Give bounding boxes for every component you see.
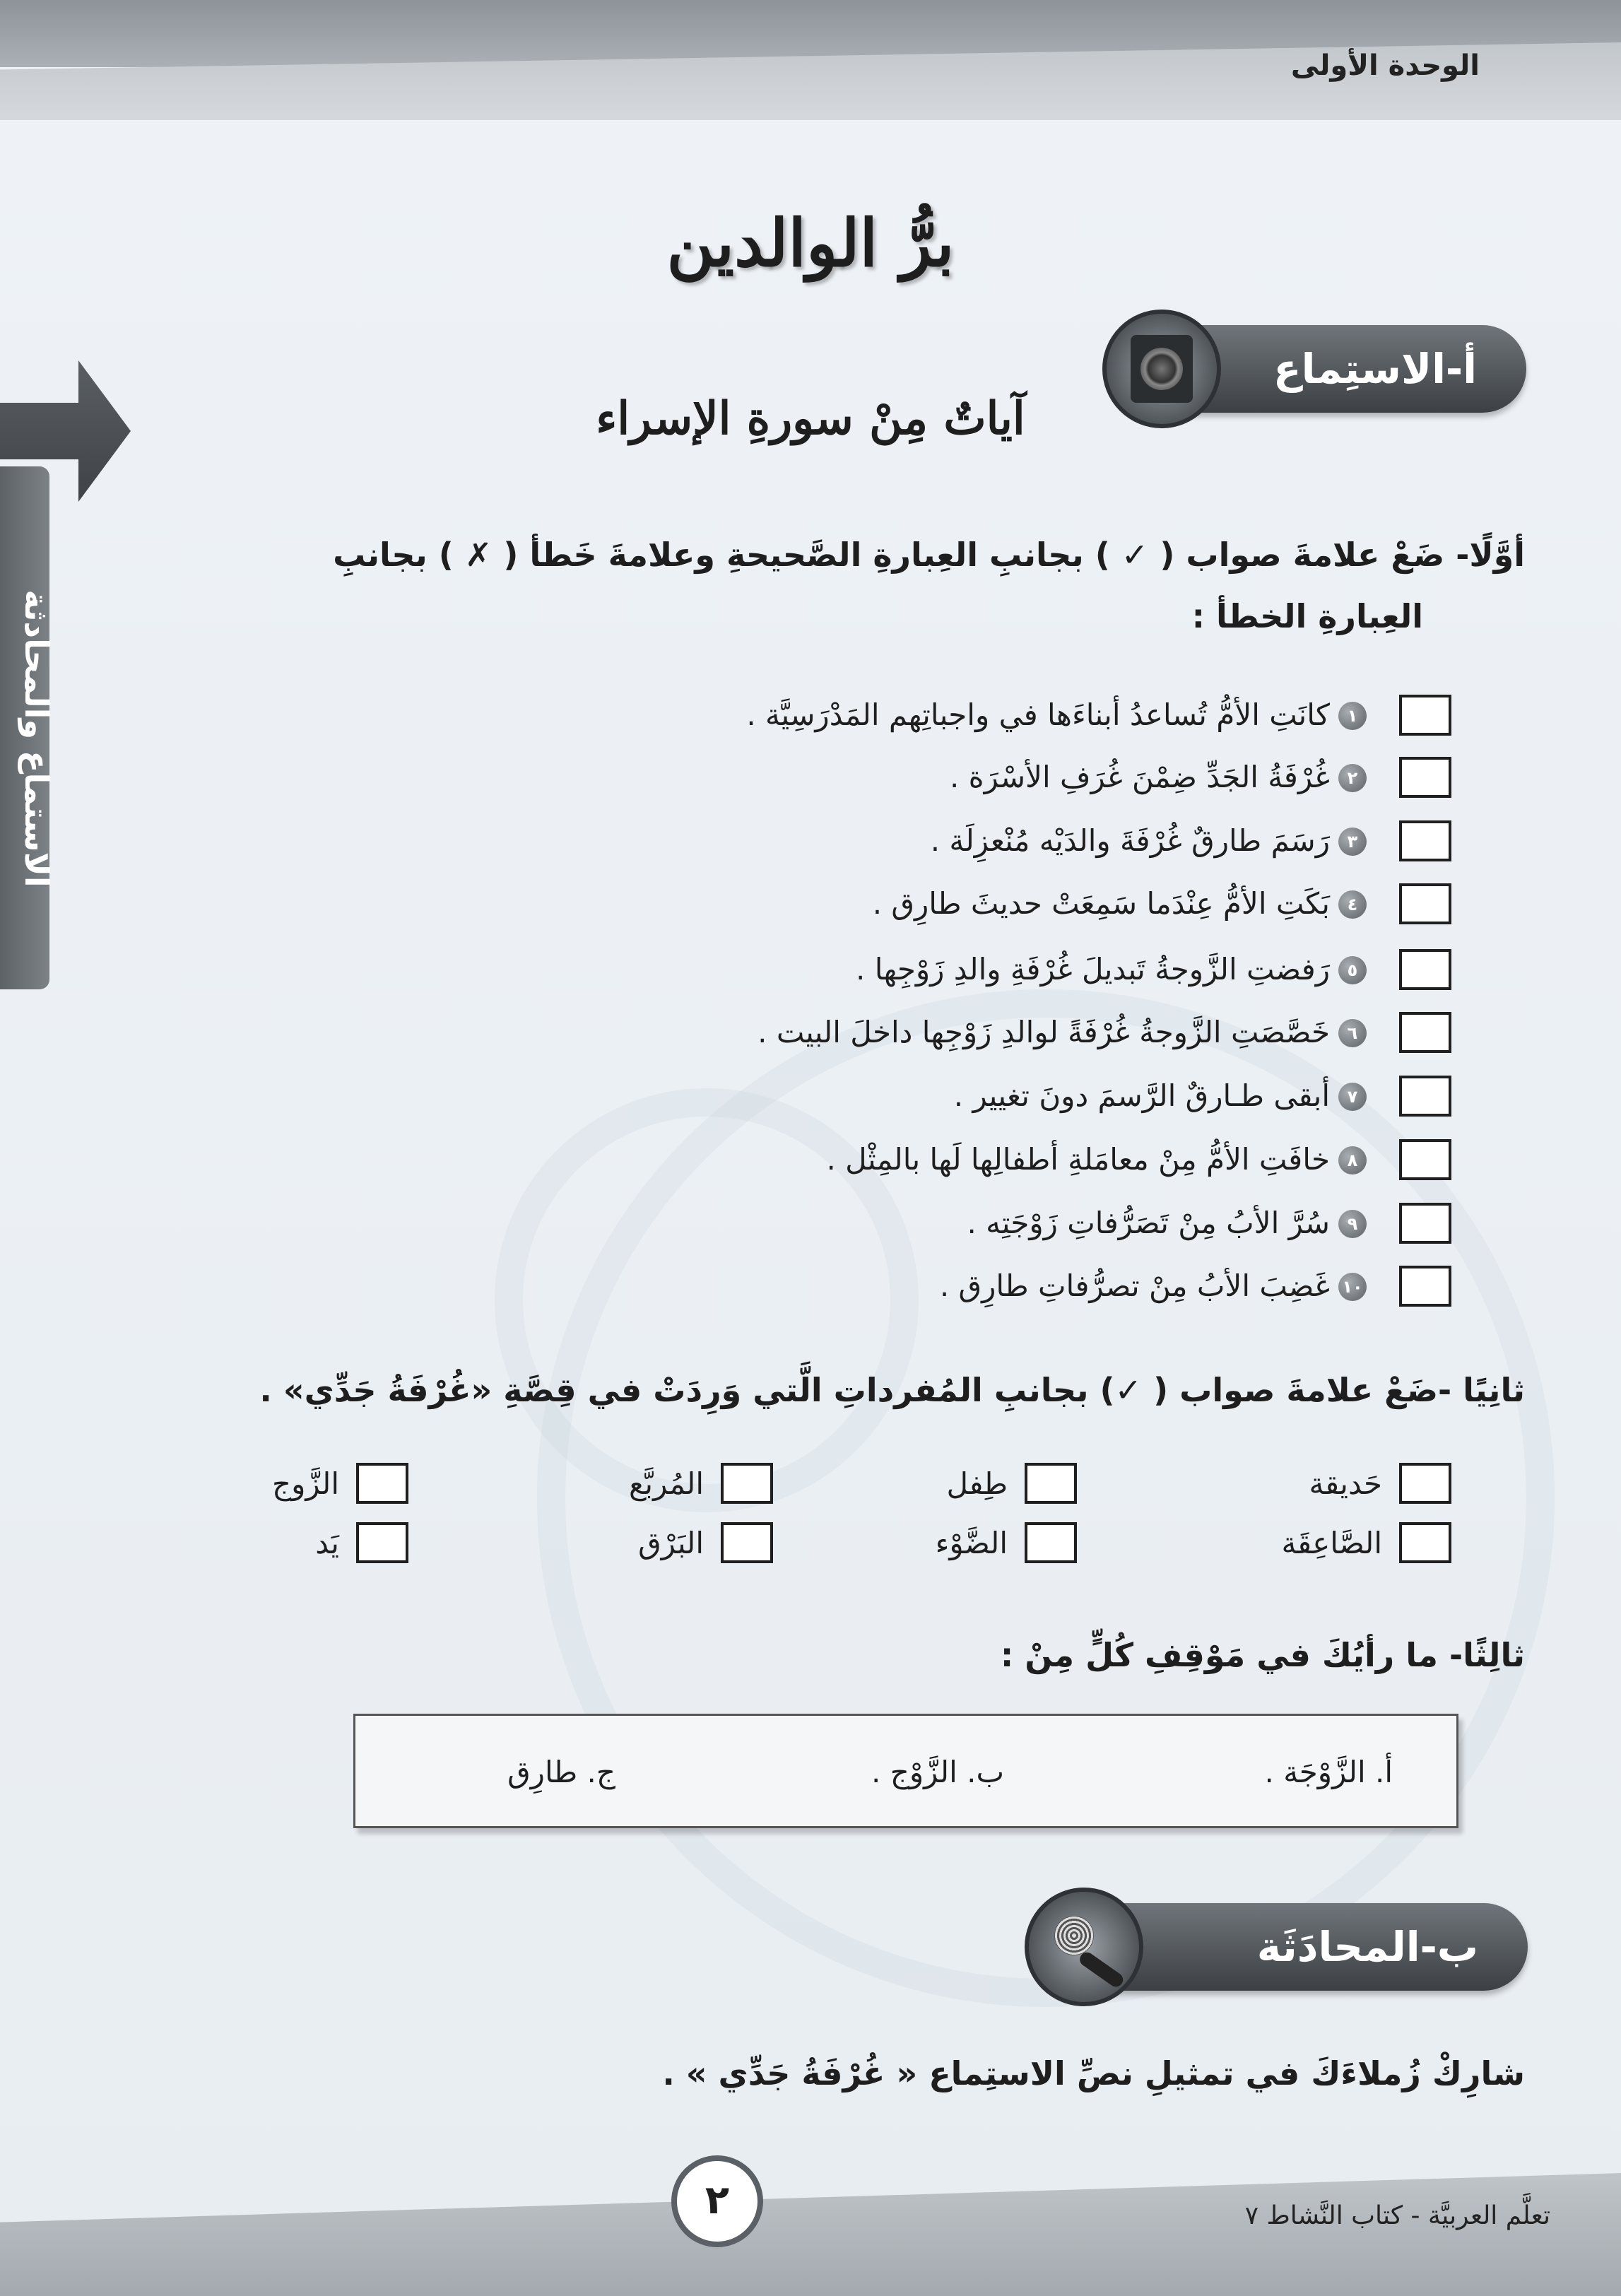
statement-number: ٨ [1338,1146,1367,1175]
answer-checkbox[interactable] [1399,1012,1451,1053]
vocab-checkbox[interactable] [356,1522,408,1563]
statement-text: خافَتِ الأمُّ مِنْ معامَلةِ أطفالِها لَها بالمِثْل . [826,1142,1330,1177]
answer-checkbox[interactable] [1399,820,1451,861]
vocab-word: البَرْق [638,1526,704,1560]
statement-number: ١ [1338,702,1367,730]
vocab-item [1197,1521,1451,1566]
statement-row [109,818,1451,864]
statement-number: ٦ [1338,1019,1367,1047]
statement-row [109,881,1451,927]
conversation-banner [1060,1903,1528,1991]
answer-checkbox[interactable] [1399,883,1451,924]
vocab-checkbox[interactable] [1399,1463,1451,1504]
statement-number: ١٠ [1338,1273,1367,1301]
page-number: ٢ [671,2155,763,2247]
side-tab-label: الاستماع والمحادثة [18,589,56,888]
statement-row [109,1073,1451,1119]
vocab-item [154,1461,408,1507]
vocab-checkbox[interactable] [1025,1463,1077,1504]
statement-number: ٥ [1338,956,1367,984]
statement-text: غُرْفَةُ الجَدِّ ضِمْنَ غُرَفِ الأسْرَة . [949,760,1330,794]
vocab-word: طِفل [946,1466,1008,1501]
answer-checkbox[interactable] [1399,757,1451,798]
conversation-banner-label: ب-المحادَثَة [1256,1923,1478,1971]
vocab-item [823,1521,1077,1566]
statement-number: ٤ [1338,890,1367,919]
vocab-word: الزَّوج [271,1466,339,1501]
opinion-option: ب. الزَّوْج . [871,1755,1004,1789]
vocab-word: حَديقة [1309,1466,1382,1501]
statement-text: كانَتِ الأمُّ تُساعدُ أبناءَها في واجباتِهم المَدْرَسِيَّة . [746,697,1330,732]
answer-checkbox[interactable] [1399,695,1451,736]
statement-text: رَفضتِ الزَّوجةُ تَبديلَ غُرْفَةِ والدِ زَوْجِها . [856,952,1330,987]
statement-text: غَضِبَ الأبُ مِنْ تصرُّفاتِ طارِق . [939,1268,1330,1303]
vocab-checkbox[interactable] [721,1463,773,1504]
statement-row [109,692,1451,738]
statement-row [109,754,1451,801]
opinion-option: ج. طارِق [507,1755,615,1789]
statement-row [109,1009,1451,1056]
part1-instruction: أوَّلًا- ضَعْ علامةَ صواب ( ✓ ) بجانبِ العِبارةِ الصَّحيحةِ وعلامةَ خَطأ ( ✗ ) بجانبِ [333,536,1525,574]
answer-checkbox[interactable] [1399,1076,1451,1117]
vocab-item [154,1521,408,1566]
listening-subtitle: آياتٌ مِنْ سورةِ الإسراء [596,392,1025,445]
answer-checkbox[interactable] [1399,949,1451,990]
statement-number: ٧ [1338,1083,1367,1111]
statement-text: بَكَتِ الأمُّ عِنْدَما سَمِعَتْ حديثَ طارِق . [872,886,1330,921]
opinion-box [353,1714,1458,1828]
vocab-word: الصَّاعِقَة [1281,1526,1382,1560]
vocab-checkbox[interactable] [721,1522,773,1563]
unit-label: الوحدة الأولى [1290,49,1480,82]
vocab-word: المُربَّع [629,1466,704,1501]
statement-row [109,1263,1451,1309]
part3-instruction: ثالِثًا- ما رأيُكَ في مَوْقِفِ كُلٍّ مِنْ : [1000,1636,1525,1674]
microphone-icon [1025,1888,1143,2006]
listening-banner-label: أ-الاستِماع [1273,345,1477,393]
part2-instruction: ثانِيًا -ضَعْ علامةَ صواب ( ✓) بجانبِ المُفرداتِ الَّتي وَرِدَتْ في قِصَّةِ «غُرْفَةُ جَدِّي» . [259,1371,1525,1409]
conversation-instruction: شارِكْ زُملاءَكَ في تمثيلِ نصِّ الاستِماع « غُرْفَةُ جَدِّي » . [662,2054,1525,2092]
vocab-checkbox[interactable] [1025,1522,1077,1563]
vocab-item [823,1461,1077,1507]
opinion-option: أ. الزَّوْجَة . [1264,1755,1393,1789]
vocab-word: الضَّوْء [935,1526,1008,1560]
page-title: برُّ الوالدين [666,205,955,281]
statement-row [109,1136,1451,1183]
statement-text: سُرَّ الأبُ مِنْ تَصَرُّفاتِ زَوْجَتِه . [967,1206,1330,1240]
statement-text: أبقى طـارقٌ الرَّسمَ دونَ تغيير . [953,1078,1330,1113]
vocab-checkbox[interactable] [1399,1522,1451,1563]
vocab-item [519,1461,773,1507]
statement-number: ٢ [1338,764,1367,792]
statement-text: خَصَّصَتِ الزَّوجةُ غُرْفَةً لوالدِ زَوْجِها داخلَ البيت . [758,1015,1330,1049]
statement-row [109,1200,1451,1247]
vocab-item [519,1521,773,1566]
answer-checkbox[interactable] [1399,1203,1451,1244]
answer-checkbox[interactable] [1399,1139,1451,1180]
statement-row [109,946,1451,993]
statement-number: ٣ [1338,828,1367,856]
vocab-word: يَد [315,1526,339,1560]
statement-number: ٩ [1338,1210,1367,1238]
part1-instruction-cont: العِبارةِ الخطأ : [1191,597,1423,635]
statement-text: رَسَمَ طارقٌ غُرْفَةَ والدَيْه مُنْعزِلَة . [930,823,1330,858]
vocab-checkbox[interactable] [356,1463,408,1504]
book-title: تعلَّم العربيَّة - كتاب النَّشاط ٧ [1244,2201,1550,2230]
answer-checkbox[interactable] [1399,1266,1451,1307]
vocab-item [1197,1461,1451,1507]
